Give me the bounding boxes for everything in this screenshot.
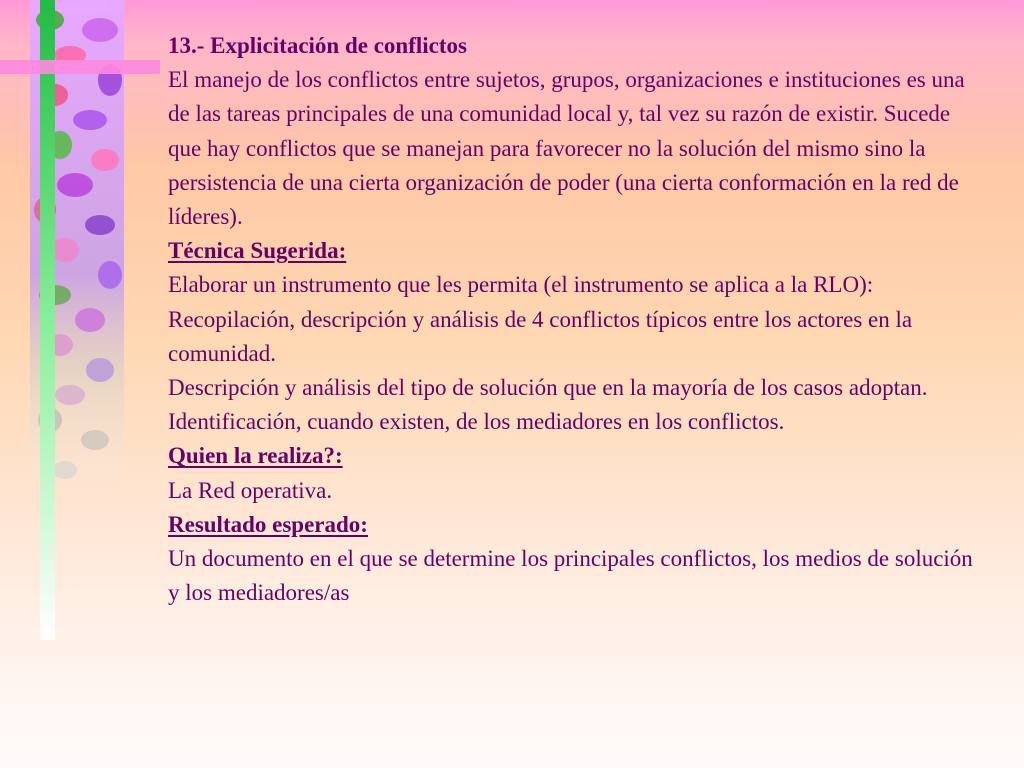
result-heading: Resultado esperado: [168, 511, 368, 537]
slide-title: 13.- Explicitación de conflictos [168, 33, 467, 58]
technique-line-2: Recopilación, descripción y análisis de 4 conflictos típicos entre los actores en la comunidad. [168, 306, 913, 366]
who-heading: Quien la realiza?: [168, 443, 343, 469]
technique-line-1: Elaborar un instrumento que les permita (el instrumento se aplica a la RLO): [168, 272, 874, 298]
floral-strip-graphic [0, 0, 160, 768]
who-text: La Red operativa. [168, 477, 333, 503]
intro-paragraph: El manejo de los conflictos entre sujetos, grupos, organizaciones e instituciones es una de las tareas principales de una comunidad local y, tal vez su razón de existir. Sucede que hay conflictos que se manejan para favorecer no la solución del mismo sino la persistencia de una cierta organización de poder (una cierta conformación en la red de líderes). [168, 67, 965, 230]
result-text: Un documento en el que se determine los principales conflictos, los medios de solución y los mediadores/as [168, 546, 973, 606]
slide-content [168, 29, 988, 610]
decorative-floral-strip [0, 0, 160, 768]
technique-line-3: Descripción y análisis del tipo de solución que en la mayoría de los casos adoptan. [168, 375, 928, 401]
technique-heading: Técnica Sugerida: [168, 238, 347, 264]
technique-line-4: Identificación, cuando existen, de los mediadores en los conflictos. [168, 409, 785, 435]
